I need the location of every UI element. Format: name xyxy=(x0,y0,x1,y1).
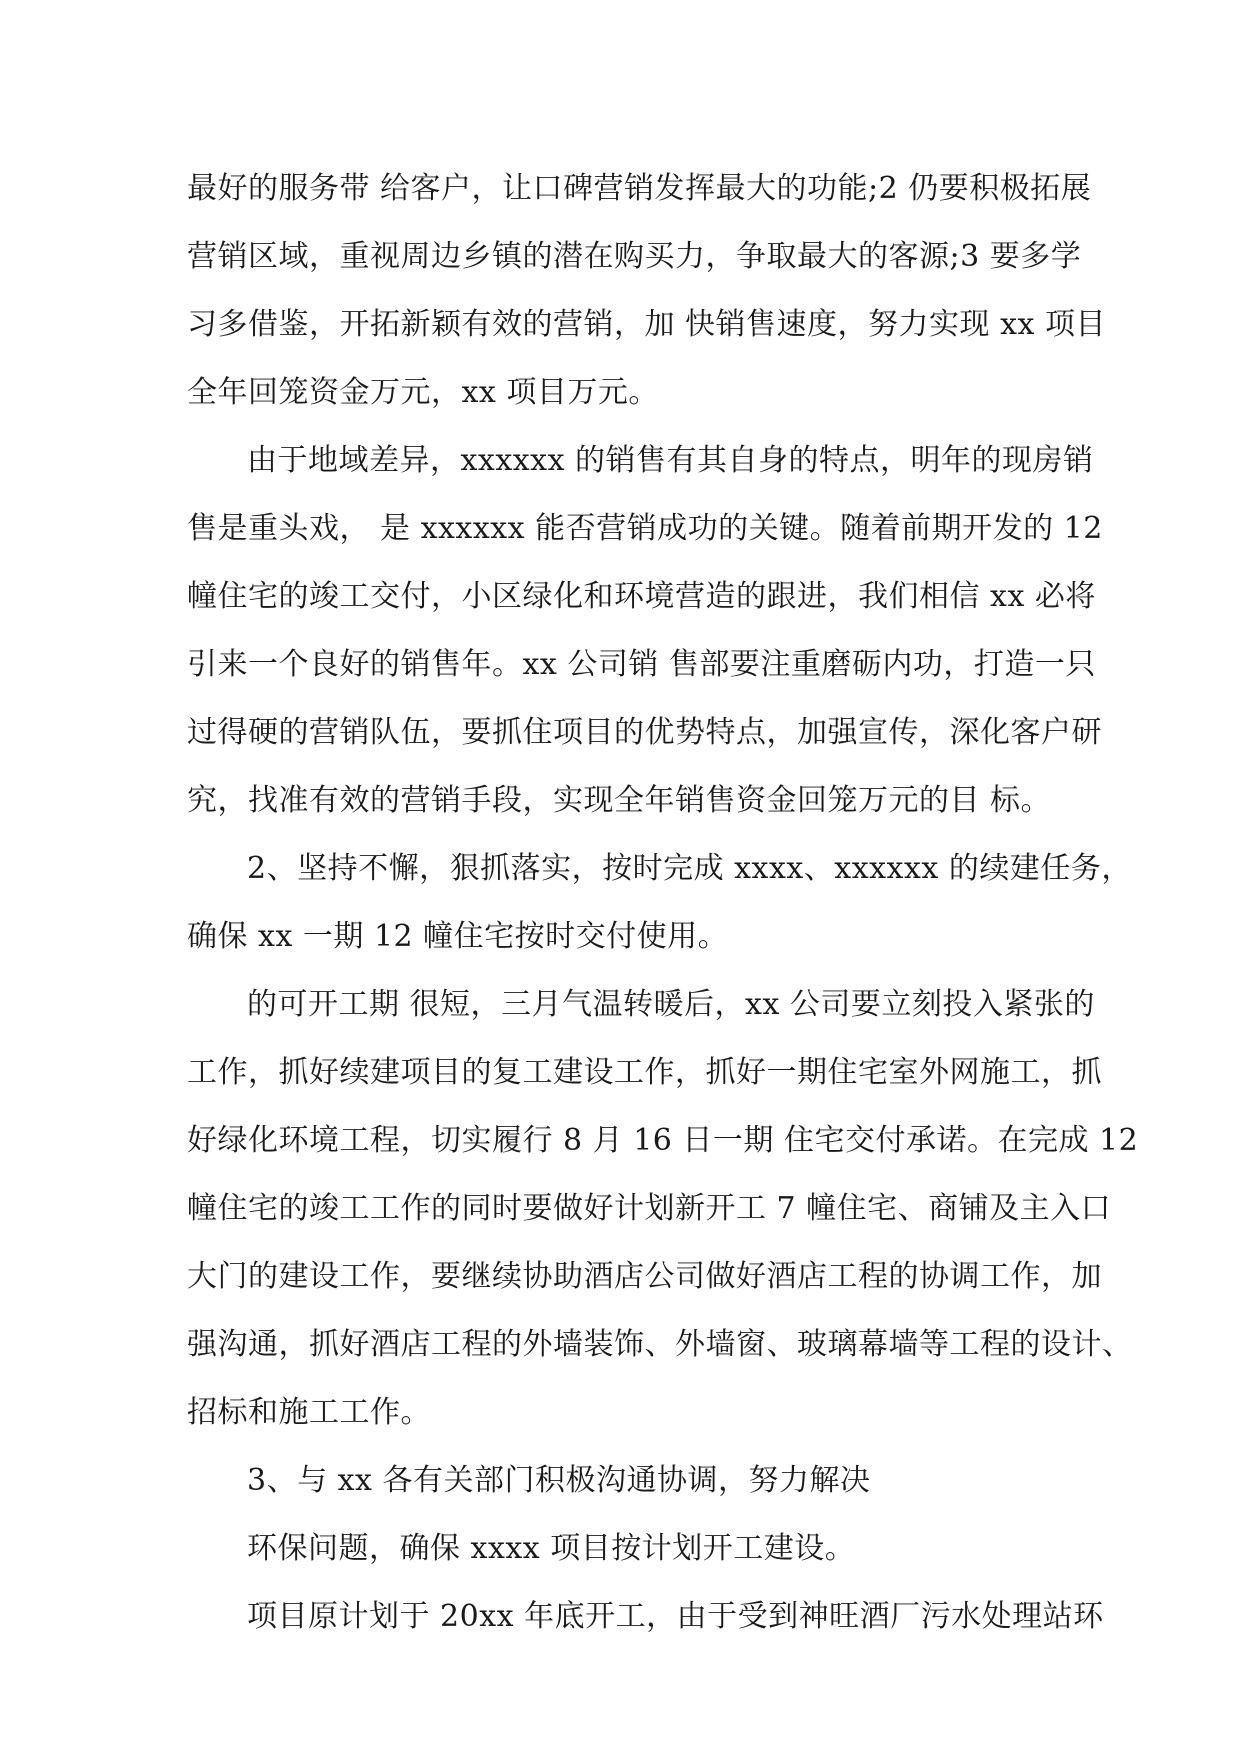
text-line: 引来一个良好的销售年。xx 公司销 售部要注重磨砺内功，打造一只 xyxy=(187,647,1096,682)
text-line: 好绿化环境工程，切实履行 8 月 16 日一期 住宅交付承诺。在完成 12 xyxy=(187,1123,1139,1158)
text-line: 习多借鉴，开拓新颖有效的营销，加 快销售速度，努力实现 xx 项目 xyxy=(187,307,1106,342)
text-line: 确保 xx 一期 12 幢住宅按时交付使用。 xyxy=(187,919,729,954)
paragraph-first-line: 的可开工期 很短，三月气温转暖后，xx 公司要立刻投入紧张的 xyxy=(247,987,1095,1022)
paragraph-first-line: 由于地域差异，xxxxxx 的销售有其自身的特点，明年的现房销 xyxy=(247,443,1094,478)
document-body xyxy=(187,155,1139,1651)
text-line: 售是重头戏， 是 xxxxxx 能否营销成功的关键。随着前期开发的 12 xyxy=(187,511,1103,546)
text-line: 幢住宅的竣工交付，小区绿化和环境营造的跟进，我们相信 xx 必将 xyxy=(187,579,1096,614)
section-heading-2: 2、坚持不懈，狠抓落实，按时完成 xxxx、xxxxxx 的续建任务， xyxy=(247,851,1132,886)
text-line: 大门的建设工作，要继续协助酒店公司做好酒店工程的协调工作，加 xyxy=(187,1259,1102,1294)
text-line: 全年回笼资金万元，xx 项目万元。 xyxy=(187,375,659,410)
text-line: 营销区域，重视周边乡镇的潜在购买力，争取最大的客源;3 要多学 xyxy=(187,239,1082,274)
text-line: 环保问题，确保 xxxx 项目按计划开工建设。 xyxy=(247,1531,856,1566)
section-heading-3: 3、与 xx 各有关部门积极沟通协调，努力解决 xyxy=(247,1463,871,1498)
text-line: 最好的服务带 给客户，让口碑营销发挥最大的功能;2 仍要积极拓展 xyxy=(187,171,1092,206)
text-line: 究，找准有效的营销手段，实现全年销售资金回笼万元的目 标。 xyxy=(187,783,1052,818)
paragraph-first-line: 项目原计划于 20xx 年底开工，由于受到神旺酒厂污水处理站环 xyxy=(247,1599,1104,1634)
text-line: 幢住宅的竣工工作的同时要做好计划新开工 7 幢住宅、商铺及主入口 xyxy=(187,1191,1112,1226)
text-line: 招标和施工工作。 xyxy=(187,1395,431,1430)
text-line: 工作，抓好续建项目的复工建设工作，抓好一期住宅室外网施工，抓 xyxy=(187,1055,1102,1090)
text-line: 强沟通，抓好酒店工程的外墙装饰、外墙窗、玻璃幕墙等工程的设计、 xyxy=(187,1327,1133,1362)
text-line: 过得硬的营销队伍，要抓住项目的优势特点，加强宣传，深化客户研 xyxy=(187,715,1102,750)
